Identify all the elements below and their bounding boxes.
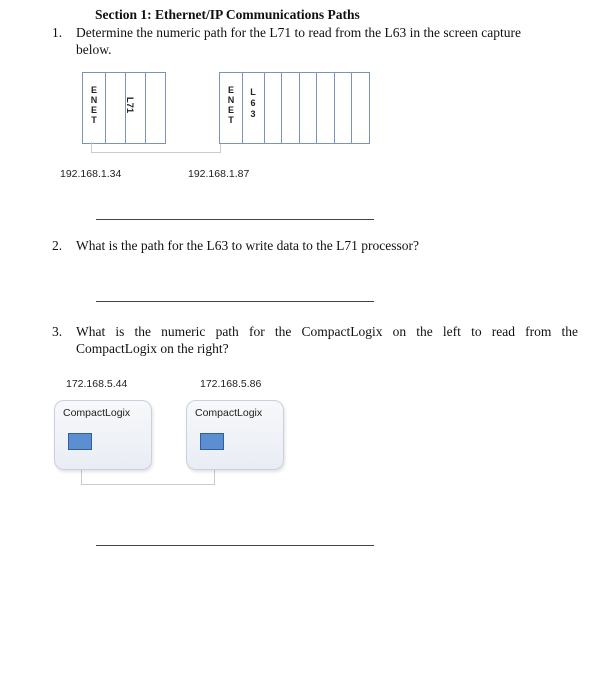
question-2-text: What is the path for the L63 to write data to the L71 processor? <box>76 238 420 253</box>
question-1-number: 1. <box>52 25 63 40</box>
answer-line-1 <box>96 219 374 220</box>
ethernet-port-icon <box>200 433 224 450</box>
compactlogix-right <box>186 400 284 470</box>
clx-left-ip: 172.168.5.44 <box>66 378 128 390</box>
section-title: Section 1: Ethernet/IP Communications Paths <box>95 7 360 22</box>
rack-right-slot <box>316 73 335 143</box>
rack-right-ip: 192.168.1.87 <box>188 168 250 180</box>
question-3-text: What is the numeric path for the CompactLogix on the left to read from the <box>76 324 578 339</box>
answer-line-2 <box>96 301 374 302</box>
question-2 <box>52 237 582 255</box>
rack-right-slot <box>264 73 282 143</box>
rack-left-enet-label: E N E T <box>90 85 98 125</box>
question-3-text-cont: CompactLogix on the right? <box>76 341 229 356</box>
rack-right-slot <box>299 73 317 143</box>
ethernet-port-icon <box>68 433 92 450</box>
question-3-number: 3. <box>52 324 63 339</box>
compactlogix-left-label: CompactLogix <box>63 407 131 419</box>
rack-left <box>82 72 166 144</box>
question-2-number: 2. <box>52 238 63 253</box>
ethernet-cable-top <box>91 142 221 153</box>
rack-left-ip: 192.168.1.34 <box>60 168 122 180</box>
rack-left-cpu-label: L71 <box>124 96 135 114</box>
question-1-text-cont: below. <box>76 42 112 57</box>
rack-right-enet-label: E N E T <box>227 85 235 125</box>
compactlogix-left <box>54 400 152 470</box>
rack-right-cpu-label: L 6 3 <box>250 87 256 119</box>
rack-right-slot <box>281 73 300 143</box>
clx-right-ip: 172.168.5.86 <box>200 378 262 390</box>
rack-right <box>219 72 370 144</box>
compactlogix-right-label: CompactLogix <box>195 407 263 419</box>
question-1-text: Determine the numeric path for the L71 to read from the L63 in the screen capture <box>76 25 521 40</box>
question-3 <box>52 323 582 359</box>
rack-right-slot <box>334 73 352 143</box>
answer-line-3 <box>96 545 374 546</box>
question-1 <box>52 24 582 60</box>
